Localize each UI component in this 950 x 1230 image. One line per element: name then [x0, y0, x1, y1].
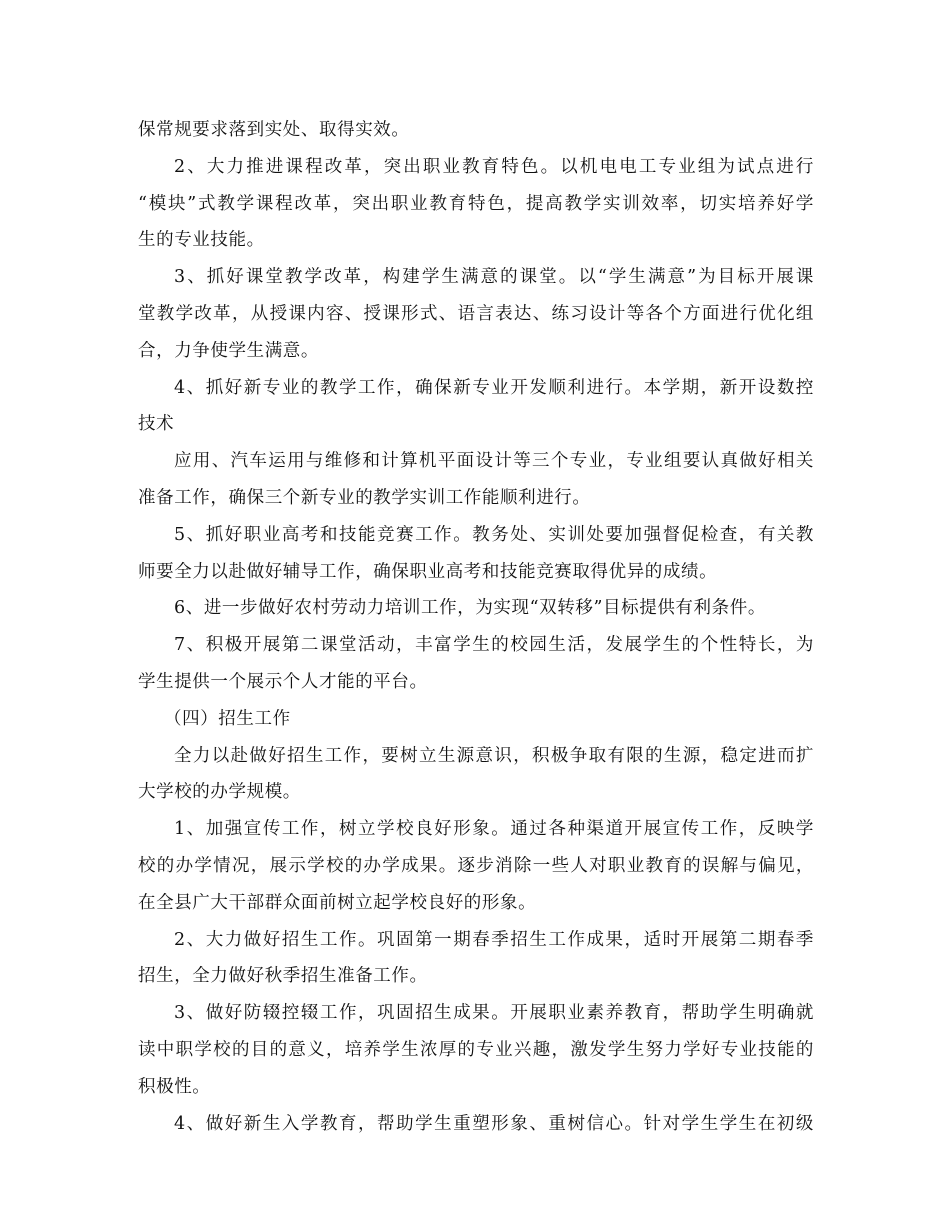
text-line: 3、抓好课堂教学改革，构建学生满意的课堂。以“学生满意”为目标开展课 [174, 267, 814, 288]
text-line: 7、积极开展第二课堂活动，丰富学生的校园生活，发展学生的个性特长，为 [174, 635, 814, 656]
document-body [138, 112, 814, 1142]
text-line: 全力以赴做好招生工作，要树立生源意识，积极争取有限的生源，稳定进而扩 [174, 745, 814, 766]
text-line: 保常规要求落到实处、取得实效。 [138, 120, 410, 140]
text-line: 招生，全力做好秋季招生准备工作。 [138, 966, 428, 987]
text-line: 应用、汽车运用与维修和计算机平面设计等三个专业，专业组要认真做好相关 [174, 451, 814, 472]
text-line: 在全县广大干部群众面前树立起学校良好的形象。 [138, 892, 537, 913]
text-line: 积极性。 [138, 1076, 211, 1097]
text-line: 师要全力以赴做好辅导工作，确保职业高考和技能竞赛取得优异的成绩。 [138, 561, 718, 582]
text-line: 校的办学情况，展示学校的办学成果。逐步消除一些人对职业教育的误解与偏见， [138, 855, 814, 876]
section-heading: （四）招生工作 [164, 708, 291, 729]
text-line: 2、大力做好招生工作。巩固第一期春季招生工作成果，适时开展第二期春季 [174, 929, 814, 950]
text-line: “模块”式教学课程改革，突出职业教育特色，提高教学实训效率，切实培养好学 [138, 193, 814, 214]
text-line: 合，力争使学生满意。 [138, 340, 319, 361]
text-line: 3、做好防辍控辍工作，巩固招生成果。开展职业素养教育，帮助学生明确就 [174, 1003, 814, 1024]
text-line: 1、加强宣传工作，树立学校良好形象。通过各种渠道开展宣传工作，反映学 [174, 819, 814, 840]
text-line: 大学校的办学规模。 [138, 782, 301, 803]
text-line: 技术 [138, 414, 175, 435]
text-line: 2、大力推进课程改革，突出职业教育特色。以机电电工专业组为试点进行 [174, 156, 814, 177]
text-line: 6、进一步做好农村劳动力培训工作，为实现“双转移”目标提供有利条件。 [174, 598, 766, 619]
text-line: 学生提供一个展示个人才能的平台。 [138, 671, 428, 692]
text-line: 生的专业技能。 [138, 230, 265, 251]
text-line: 准备工作，确保三个新专业的教学实训工作能顺利进行。 [138, 487, 591, 508]
text-line: 4、抓好新专业的教学工作，确保新专业开发顺利进行。本学期，新开设数控 [174, 377, 814, 398]
text-line: 5、抓好职业高考和技能竞赛工作。教务处、实训处要加强督促检查，有关教 [174, 524, 814, 545]
text-line: 4、做好新生入学教育，帮助学生重塑形象、重树信心。针对学生学生在初级 [174, 1113, 814, 1134]
text-line: 读中职学校的目的意义，培养学生浓厚的专业兴趣，激发学生努力学好专业技能的 [138, 1039, 814, 1060]
text-line: 堂教学改革，从授课内容、授课形式、语言表达、练习设计等各个方面进行优化组 [138, 303, 814, 324]
